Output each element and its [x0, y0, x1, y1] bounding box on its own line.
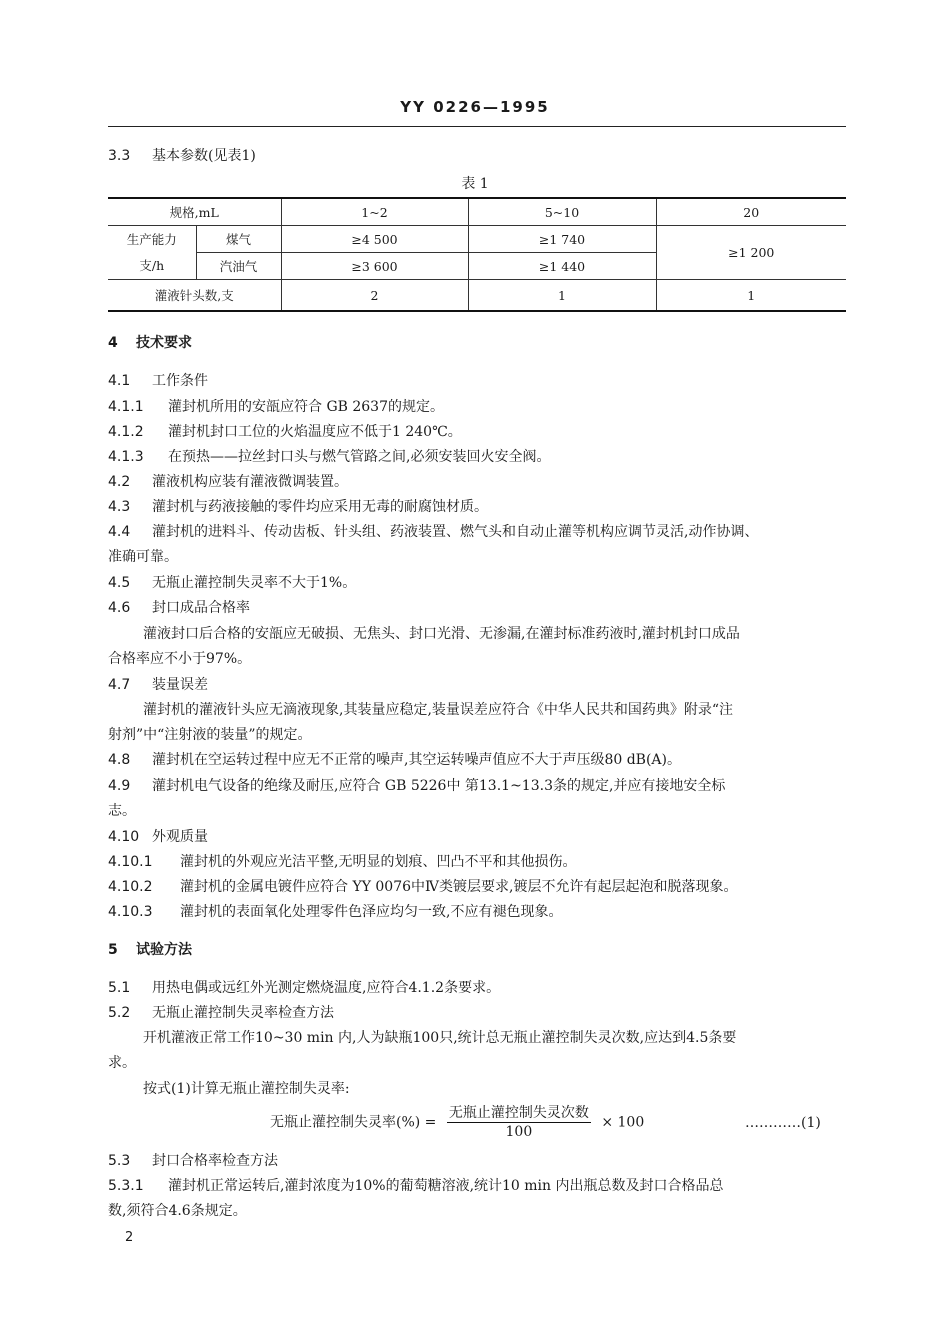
section-4-10 — [108, 828, 208, 846]
section-text: 封口合格率检查方法 — [152, 1153, 278, 1169]
section-4-7-body: 灌封机的灌液针头应无滴液现象,其装量应稳定,装量误差应符合《中华人民共和国药典》附录“注 — [143, 702, 734, 718]
gasoline-value: ≥1 440 — [468, 253, 656, 280]
section-number: 4.1 — [108, 373, 131, 389]
section-number: 3.3 — [108, 148, 131, 164]
section-5-2-formula-intro: 按式(1)计算无瓶止灌控制失灵率: — [143, 1081, 350, 1097]
needle-value: 1 — [468, 280, 656, 312]
section-text: 无瓶止灌控制失灵率不大于1%。 — [152, 575, 357, 591]
capacity-label-line2: 支/h — [139, 257, 165, 273]
section-title: 试验方法 — [136, 942, 192, 958]
section-4-4-cont: 准确可靠。 — [108, 549, 178, 565]
spec-value: 20 — [656, 198, 846, 226]
section-number: 5.3 — [108, 1153, 131, 1169]
section-number: 4.3 — [108, 499, 131, 515]
spec-value: 1~2 — [281, 198, 468, 226]
section-text: 灌封机的表面氧化处理零件色泽应均匀一致,不应有褪色现象。 — [180, 904, 563, 920]
section-5-2-body-cont: 求。 — [108, 1055, 136, 1071]
section-number: 4.10 — [108, 829, 140, 845]
section-4-9 — [108, 777, 725, 795]
formula-multiplier: × 100 — [601, 1114, 645, 1131]
section-text: 灌液机构应装有灌液微调装置。 — [152, 474, 348, 490]
section-number: 5.1 — [108, 980, 131, 996]
section-4-9-cont: 志。 — [108, 803, 136, 819]
section-4-7 — [108, 676, 208, 694]
section-text: 灌封机与药液接触的零件均应采用无毒的耐腐蚀材质。 — [152, 499, 488, 515]
section-5-3-1-cont: 数,须符合4.6条规定。 — [108, 1203, 247, 1219]
section-text: 灌封机的外观应光洁平整,无明显的划痕、凹凸不平和其他损伤。 — [180, 854, 577, 870]
section-4-7-body-cont: 射剂”中“注射液的装量”的规定。 — [108, 727, 312, 743]
section-number: 4 — [108, 335, 118, 351]
gas-value: ≥1 740 — [468, 226, 656, 253]
gasoline-value: ≥3 600 — [281, 253, 468, 280]
gas-value: ≥4 500 — [281, 226, 468, 253]
capacity-label-line1: 生产能力 — [126, 231, 177, 247]
section-3-3 — [108, 147, 256, 165]
section-text: 灌封机在空运转过程中应无不正常的噪声,其空运转噪声值应不大于声压级80 dB(A)。 — [152, 752, 681, 768]
section-5-1 — [108, 979, 500, 997]
section-5 — [108, 941, 192, 959]
header-spec: 规格,mL — [108, 198, 281, 226]
section-text: 灌封机的金属电镀件应符合 YY 0076中Ⅳ类镀层要求,镀层不允许有起层起泡和脱落现象。 — [180, 879, 738, 895]
equation-number: …………(1) — [745, 1115, 821, 1131]
section-number: 4.1.2 — [108, 424, 144, 440]
formula-numerator: 无瓶止灌控制失灵次数 — [448, 1105, 589, 1121]
section-number: 4.5 — [108, 575, 131, 591]
document-header: YY 0226—1995 — [400, 98, 550, 116]
section-4-5 — [108, 574, 356, 592]
section-5-2 — [108, 1004, 334, 1022]
needle-label: 灌液针头数,支 — [108, 280, 281, 312]
section-number: 4.2 — [108, 474, 131, 490]
section-text: 在预热——拉丝封口头与燃气管路之间,必须安装回火安全阀。 — [168, 449, 551, 465]
section-text: 灌封机所用的安瓿应符合 GB 2637的规定。 — [168, 399, 445, 415]
section-number: 4.1.3 — [108, 449, 144, 465]
section-number: 4.6 — [108, 600, 131, 616]
section-number: 5.3.1 — [108, 1178, 144, 1194]
section-4-6-body-cont: 合格率应不小于97%。 — [108, 651, 252, 667]
formula-denominator: 100 — [505, 1124, 533, 1140]
section-4-1-1 — [108, 398, 444, 416]
section-4-10-1 — [108, 853, 576, 871]
formula — [270, 1104, 644, 1141]
section-text: 灌封机封口工位的火焰温度应不低于1 240℃。 — [168, 424, 462, 440]
parameter-table — [108, 197, 846, 312]
gas-label: 煤气 — [196, 226, 281, 253]
section-4-10-3 — [108, 903, 562, 921]
section-text: 灌封机电气设备的绝缘及耐压,应符合 GB 5226中 第13.1~13.3条的规定,并应有接地安全标 — [152, 778, 726, 794]
section-number: 4.10.1 — [108, 854, 153, 870]
section-4-3 — [108, 498, 488, 516]
section-5-3 — [108, 1152, 278, 1170]
section-number: 4.1.1 — [108, 399, 144, 415]
section-5-2-body: 开机灌液正常工作10~30 min 内,人为缺瓶100只,统计总无瓶止灌控制失灵次数,应达到4.5条要 — [143, 1030, 737, 1046]
section-text: 装量误差 — [152, 677, 208, 693]
section-5-3-1 — [108, 1177, 724, 1195]
gasoline-label: 汽油气 — [196, 253, 281, 280]
section-title: 基本参数(见表1) — [152, 148, 256, 164]
section-number: 5.2 — [108, 1005, 131, 1021]
section-number: 4.10.3 — [108, 904, 153, 920]
section-4-10-2 — [108, 878, 737, 896]
section-text: 无瓶止灌控制失灵率检查方法 — [152, 1005, 334, 1021]
table-row — [108, 226, 846, 253]
section-title: 技术要求 — [136, 335, 192, 351]
section-number: 4.4 — [108, 524, 131, 540]
merged-value: ≥1 200 — [656, 226, 846, 280]
section-4 — [108, 334, 192, 352]
section-number: 4.10.2 — [108, 879, 153, 895]
section-text: 封口成品合格率 — [152, 600, 250, 616]
section-4-4 — [108, 523, 758, 541]
section-4-2 — [108, 473, 348, 491]
section-number: 4.7 — [108, 677, 131, 693]
section-4-6-body: 灌液封口后合格的安瓿应无破损、无焦头、封口光滑、无渗漏,在灌封标准药液时,灌封机封口成品 — [143, 626, 740, 642]
header-rule — [108, 126, 846, 127]
section-number: 4.8 — [108, 752, 131, 768]
section-text: 外观质量 — [152, 829, 208, 845]
spec-value: 5~10 — [468, 198, 656, 226]
table-row — [108, 280, 846, 312]
needle-value: 1 — [656, 280, 846, 312]
section-text: 灌封机的进料斗、传动齿板、针头组、药液装置、燃气头和自动止灌等机构应调节灵活,动作协调、 — [152, 524, 759, 540]
section-text: 工作条件 — [152, 373, 208, 389]
table-row — [108, 198, 846, 226]
section-text: 用热电偶或远红外光测定燃烧温度,应符合4.1.2条要求。 — [152, 980, 501, 996]
section-4-1-2 — [108, 423, 462, 441]
capacity-label — [108, 226, 196, 280]
section-number: 5 — [108, 942, 118, 958]
section-4-8 — [108, 751, 681, 769]
formula-lhs: 无瓶止灌控制失灵率(%) = — [270, 1114, 437, 1131]
section-4-1 — [108, 372, 208, 390]
section-text: 灌封机正常运转后,灌封浓度为10%的葡萄糖溶液,统计10 min 内出瓶总数及封口合格品总 — [168, 1178, 724, 1194]
section-4-6 — [108, 599, 250, 617]
table-caption: 表 1 — [461, 176, 489, 192]
section-4-1-3 — [108, 448, 550, 466]
section-number: 4.9 — [108, 778, 131, 794]
formula-fraction — [447, 1104, 591, 1141]
needle-value: 2 — [281, 280, 468, 312]
page-number: 2 — [125, 1230, 134, 1245]
